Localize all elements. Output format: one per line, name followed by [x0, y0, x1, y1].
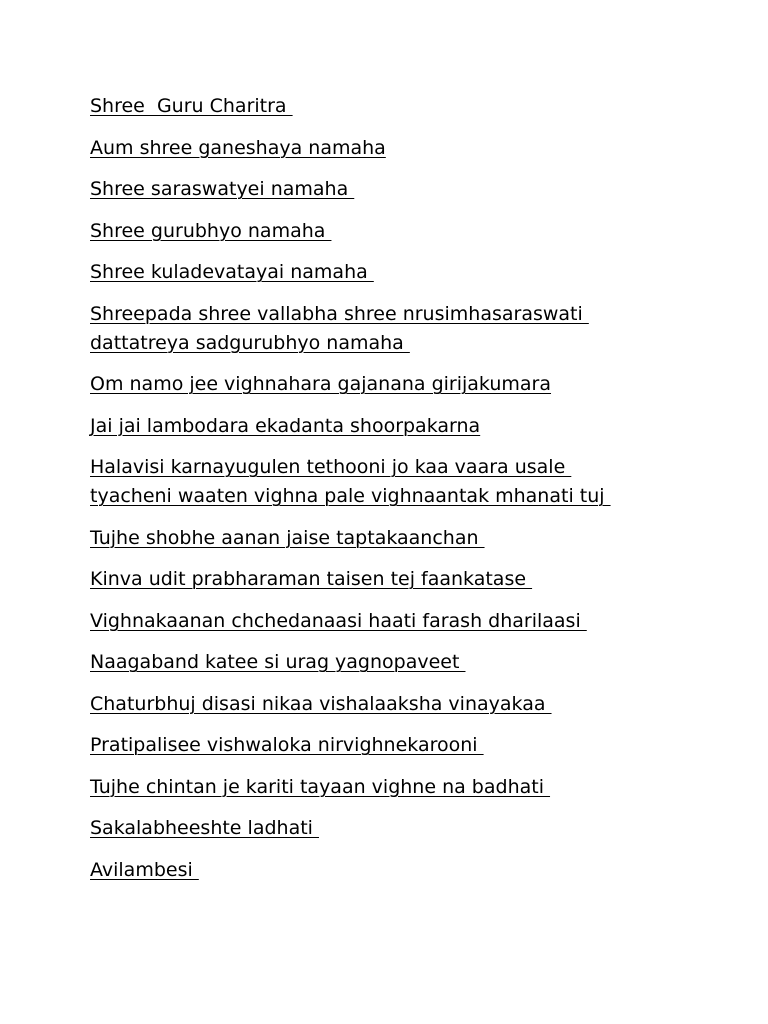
underlined-text: Avilambesi	[90, 858, 199, 881]
text-line	[90, 690, 710, 719]
text-paragraph	[90, 175, 710, 204]
underlined-text: Tujhe chintan je kariti tayaan vighne na badhati	[90, 775, 551, 798]
text-paragraph	[90, 648, 710, 677]
text-line	[90, 134, 710, 163]
text-line	[90, 453, 710, 482]
text-paragraph	[90, 92, 710, 121]
text-paragraph	[90, 217, 710, 246]
text-paragraph	[90, 731, 710, 760]
text-paragraph	[90, 524, 710, 553]
text-line	[90, 217, 710, 246]
underlined-text: Shree kuladevatayai namaha	[90, 261, 374, 283]
underlined-text: Aum shree ganeshaya namaha	[90, 136, 386, 159]
underlined-text: Shree gurubhyo namaha	[90, 219, 332, 242]
underlined-text: Om namo jee vighnahara gajanana girijakumara	[90, 373, 552, 395]
text-line	[90, 482, 710, 511]
text-line	[90, 92, 710, 121]
text-line	[90, 412, 710, 441]
text-line	[90, 856, 710, 885]
underlined-text: Chaturbhuj disasi nikaa vishalaaksha vinayakaa	[90, 692, 552, 715]
text-line	[90, 329, 710, 358]
text-line	[90, 258, 710, 287]
text-line	[90, 773, 710, 802]
underlined-text: Shreepada shree vallabha shree nrusimhasaraswati	[90, 302, 589, 325]
text-paragraph	[90, 814, 710, 843]
text-line	[90, 524, 710, 553]
underlined-text: Pratipalisee vishwaloka nirvighnekarooni	[90, 734, 484, 756]
text-line	[90, 175, 710, 204]
text-line	[90, 607, 710, 636]
text-paragraph	[90, 856, 710, 885]
text-paragraph	[90, 300, 710, 358]
text-line	[90, 370, 710, 399]
underlined-text: Shree saraswatyei namaha	[90, 178, 355, 200]
text-paragraph	[90, 258, 710, 287]
underlined-text: Tujhe shobhe aanan jaise taptakaanchan	[90, 526, 485, 549]
document-body	[90, 92, 710, 897]
text-line	[90, 814, 710, 843]
underlined-text: Vighnakaanan chchedanaasi haati farash dharilaasi	[90, 609, 587, 632]
underlined-text: tyacheni waaten vighna pale vighnaantak mhanati tuj	[90, 485, 611, 507]
text-paragraph	[90, 412, 710, 441]
underlined-text: dattatreya sadgurubhyo namaha	[90, 331, 410, 354]
text-paragraph	[90, 690, 710, 719]
underlined-text: Naagaband katee si urag yagnopaveet	[90, 651, 466, 673]
underlined-text: Kinva udit prabharaman taisen tej faankatase	[90, 568, 533, 590]
text-line	[90, 300, 710, 329]
text-paragraph	[90, 565, 710, 594]
text-paragraph	[90, 773, 710, 802]
text-line	[90, 731, 710, 760]
text-paragraph	[90, 607, 710, 636]
underlined-text: Halavisi karnayugulen tethooni jo kaa vaara usale	[90, 456, 572, 478]
text-paragraph	[90, 453, 710, 511]
underlined-text: Sakalabheeshte ladhati	[90, 817, 319, 839]
underlined-text: Shree Guru Charitra	[90, 95, 293, 117]
underlined-text: Jai jai lambodara ekadanta shoorpakarna	[90, 414, 481, 437]
text-line	[90, 565, 710, 594]
text-paragraph	[90, 134, 710, 163]
text-line	[90, 648, 710, 677]
text-paragraph	[90, 370, 710, 399]
